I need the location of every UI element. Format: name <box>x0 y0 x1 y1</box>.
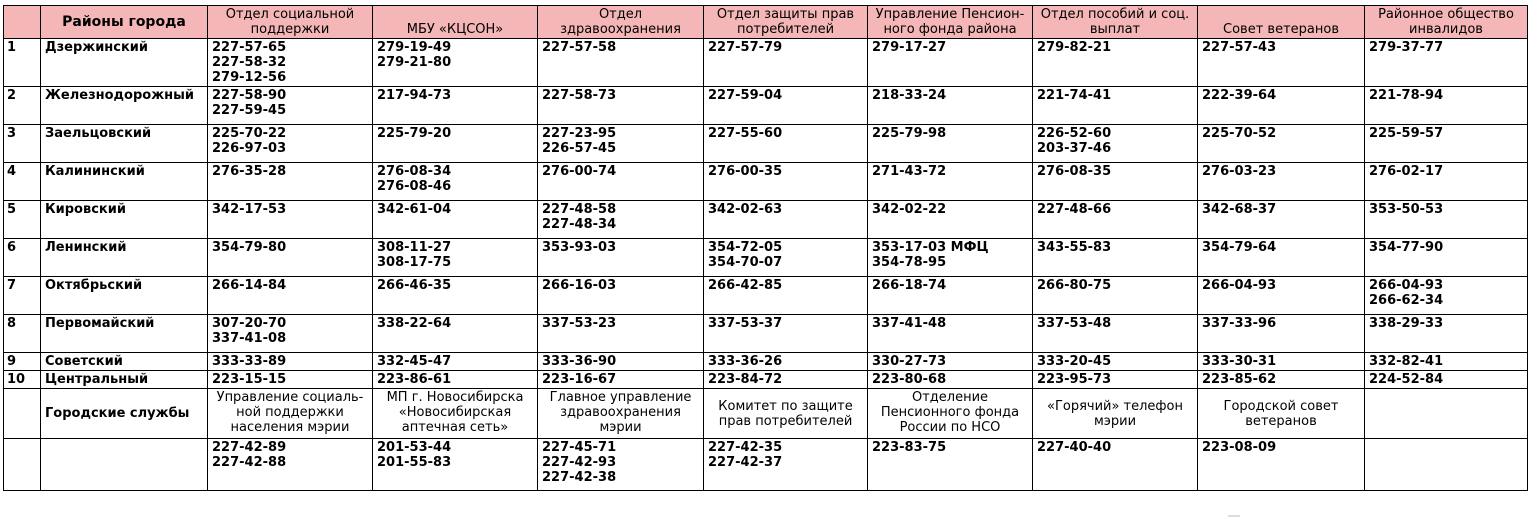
city-service-phone-cell <box>1365 439 1528 491</box>
phone-cell <box>704 277 868 315</box>
district-name: Центральный <box>41 371 208 389</box>
phone-cell <box>1365 277 1528 315</box>
phone-number: 330-27-73 <box>872 354 947 369</box>
phone-number: 203-37-46 <box>1037 141 1112 156</box>
phone-number: 266-62-34 <box>1369 293 1444 308</box>
phone-number: 342-02-63 <box>708 202 783 217</box>
phone-cell <box>1365 201 1528 239</box>
phone-number: 227-59-45 <box>212 103 287 118</box>
phone-number: 227-59-04 <box>708 88 783 103</box>
district-name: Ленинский <box>41 239 208 277</box>
phone-cell <box>373 371 538 389</box>
phone-cell <box>208 163 373 201</box>
phone-number: 353-50-53 <box>1369 202 1444 217</box>
column-header-social-support: Отдел социальной поддержки <box>208 6 373 39</box>
phone-cell <box>868 315 1033 353</box>
phone-number: 227-23-95 <box>542 126 617 141</box>
phone-cell <box>1198 315 1365 353</box>
phone-number: 354-79-80 <box>212 240 287 255</box>
phone-cell <box>1365 87 1528 125</box>
phone-number: 227-40-40 <box>1037 440 1112 455</box>
phone-cell <box>1198 125 1365 163</box>
phone-number: 221-78-94 <box>1369 88 1444 103</box>
district-number: 6 <box>4 239 41 277</box>
phone-cell <box>1198 87 1365 125</box>
phone-number: 276-03-23 <box>1202 164 1277 179</box>
column-header-veterans: Совет ветеранов <box>1198 6 1365 39</box>
phone-cell <box>704 353 868 371</box>
phone-number: 308-11-27 <box>377 240 452 255</box>
phone-cell <box>1033 125 1198 163</box>
phone-cell <box>373 239 538 277</box>
district-number: 1 <box>4 39 41 87</box>
phone-directory-table <box>3 5 1528 491</box>
phone-number: 227-45-71 <box>542 440 617 455</box>
district-number: 3 <box>4 125 41 163</box>
district-row <box>4 277 1528 315</box>
phone-number: 333-30-31 <box>1202 354 1277 369</box>
district-number: 2 <box>4 87 41 125</box>
phone-number: 337-53-23 <box>542 316 617 331</box>
phone-cell <box>1198 163 1365 201</box>
phone-number: 227-57-65 <box>212 40 287 55</box>
phone-cell <box>1033 315 1198 353</box>
phone-cell <box>704 87 868 125</box>
phone-cell <box>704 39 868 87</box>
phone-number: 266-16-03 <box>542 278 617 293</box>
phone-cell <box>868 163 1033 201</box>
phone-number: 354-77-90 <box>1369 240 1444 255</box>
phone-number: 224-52-84 <box>1369 372 1444 387</box>
phone-number: 266-14-84 <box>212 278 287 293</box>
district-number: 7 <box>4 277 41 315</box>
phone-cell <box>704 371 868 389</box>
phone-number: 276-02-17 <box>1369 164 1444 179</box>
phone-number: 337-53-48 <box>1037 316 1112 331</box>
phone-number: 218-33-24 <box>872 88 947 103</box>
phone-cell <box>208 39 373 87</box>
phone-cell <box>1198 239 1365 277</box>
phone-number: 354-70-07 <box>708 255 783 270</box>
phone-cell <box>538 39 704 87</box>
phone-cell <box>373 201 538 239</box>
phone-number: 223-86-61 <box>377 372 452 387</box>
phone-cell <box>868 201 1033 239</box>
district-row <box>4 87 1528 125</box>
phone-number: 279-12-56 <box>212 70 287 85</box>
phone-number: 353-17-03 МФЦ <box>872 240 989 255</box>
phone-number: 276-00-74 <box>542 164 617 179</box>
phone-number: 279-19-49 <box>377 40 452 55</box>
phone-number: 276-35-28 <box>212 164 287 179</box>
phone-number: 337-41-08 <box>212 331 287 346</box>
phone-number: 279-21-80 <box>377 55 452 70</box>
phone-cell <box>868 277 1033 315</box>
district-name: Железнодорожный <box>41 87 208 125</box>
district-row <box>4 239 1528 277</box>
city-service-phone-cell <box>538 439 704 491</box>
phone-cell <box>1033 239 1198 277</box>
phone-number: 225-79-20 <box>377 126 452 141</box>
phone-number: 227-58-90 <box>212 88 287 103</box>
phone-cell <box>208 87 373 125</box>
district-number: 5 <box>4 201 41 239</box>
phone-cell <box>208 277 373 315</box>
phone-cell <box>538 125 704 163</box>
phone-number: 225-70-52 <box>1202 126 1277 141</box>
phone-cell <box>868 87 1033 125</box>
phone-number: 354-78-95 <box>872 255 947 270</box>
phone-number: 333-20-45 <box>1037 354 1112 369</box>
phone-number: 266-80-75 <box>1037 278 1112 293</box>
phone-number: 333-33-89 <box>212 354 287 369</box>
phone-cell <box>868 353 1033 371</box>
district-name: Советский <box>41 353 208 371</box>
phone-number: 223-08-09 <box>1202 440 1277 455</box>
phone-number: 342-68-37 <box>1202 202 1277 217</box>
phone-number: 221-74-41 <box>1037 88 1112 103</box>
phone-number: 266-18-74 <box>872 278 947 293</box>
district-rows <box>4 39 1528 389</box>
phone-number: 227-58-73 <box>542 88 617 103</box>
phone-cell <box>704 315 868 353</box>
phone-number: 225-59-57 <box>1369 126 1444 141</box>
phone-number: 266-04-93 <box>1369 278 1444 293</box>
district-name: Кировский <box>41 201 208 239</box>
phone-number: 337-41-48 <box>872 316 947 331</box>
phone-cell <box>1365 39 1528 87</box>
phone-number: 227-42-35 <box>708 440 783 455</box>
phone-cell <box>1198 277 1365 315</box>
phone-number: 338-22-64 <box>377 316 452 331</box>
phone-number: 276-08-46 <box>377 179 452 194</box>
district-row <box>4 39 1528 87</box>
district-name: Первомайский <box>41 315 208 353</box>
phone-number: 227-48-34 <box>542 217 617 232</box>
city-service-phone-cell <box>1198 439 1365 491</box>
city-service-name: МП г. Новосибирска «Новосибирская аптечная сеть» <box>373 389 538 439</box>
phone-number: 266-04-93 <box>1202 278 1277 293</box>
phone-cell <box>373 277 538 315</box>
phone-cell <box>1033 353 1198 371</box>
phone-cell <box>373 353 538 371</box>
district-row <box>4 201 1528 239</box>
header-row <box>4 6 1528 39</box>
empty-cell <box>4 439 41 491</box>
phone-number: 342-61-04 <box>377 202 452 217</box>
phone-number: 227-55-60 <box>708 126 783 141</box>
phone-cell <box>1033 201 1198 239</box>
column-header-consumer-rights: Отдел защиты прав потребителей <box>704 6 868 39</box>
phone-cell <box>538 239 704 277</box>
phone-cell <box>1198 201 1365 239</box>
phone-cell <box>868 39 1033 87</box>
phone-cell <box>208 239 373 277</box>
phone-cell <box>704 201 868 239</box>
phone-cell <box>538 353 704 371</box>
phone-number: 225-70-22 <box>212 126 287 141</box>
phone-cell <box>1198 353 1365 371</box>
phone-number: 342-02-22 <box>872 202 947 217</box>
phone-number: 332-45-47 <box>377 354 452 369</box>
phone-cell <box>704 125 868 163</box>
phone-number: 223-16-67 <box>542 372 617 387</box>
phone-number: 227-57-58 <box>542 40 617 55</box>
phone-number: 337-33-96 <box>1202 316 1277 331</box>
phone-cell <box>538 87 704 125</box>
city-services-num-cell <box>4 389 41 439</box>
phone-cell <box>1033 39 1198 87</box>
city-service-name: Городской совет ветеранов <box>1198 389 1365 439</box>
phone-cell <box>538 371 704 389</box>
phone-number: 225-79-98 <box>872 126 947 141</box>
phone-number: 342-17-53 <box>212 202 287 217</box>
phone-number: 227-48-66 <box>1037 202 1112 217</box>
phone-number: 227-42-93 <box>542 455 617 470</box>
phone-cell <box>208 315 373 353</box>
phone-number: 226-52-60 <box>1037 126 1112 141</box>
district-number: 9 <box>4 353 41 371</box>
phone-cell <box>1033 87 1198 125</box>
phone-cell <box>704 163 868 201</box>
column-header-benefits: Отдел пособий и соц. выплат <box>1033 6 1198 39</box>
city-service-phone-cell <box>373 439 538 491</box>
phone-cell <box>373 125 538 163</box>
phone-cell <box>1033 163 1198 201</box>
phone-number: 276-08-34 <box>377 164 452 179</box>
phone-number: 333-36-26 <box>708 354 783 369</box>
district-number: 8 <box>4 315 41 353</box>
city-service-phone-cell <box>208 439 373 491</box>
district-row <box>4 315 1528 353</box>
city-service-name: Отделение Пенсионного фонда России по НСО <box>868 389 1033 439</box>
city-services-section <box>4 389 1528 491</box>
city-services-names-row <box>4 389 1528 439</box>
phone-number: 227-58-32 <box>212 55 287 70</box>
phone-cell <box>373 315 538 353</box>
district-name: Калининский <box>41 163 208 201</box>
phone-number: 279-82-21 <box>1037 40 1112 55</box>
phone-number: 201-53-44 <box>377 440 452 455</box>
scan-artifact <box>1228 515 1240 517</box>
phone-number: 217-94-73 <box>377 88 452 103</box>
phone-number: 353-93-03 <box>542 240 617 255</box>
phone-number: 337-53-37 <box>708 316 783 331</box>
phone-cell <box>1198 39 1365 87</box>
district-row <box>4 125 1528 163</box>
header-corner-cell <box>4 6 41 39</box>
district-name: Заельцовский <box>41 125 208 163</box>
phone-number: 354-72-05 <box>708 240 783 255</box>
phone-number: 222-39-64 <box>1202 88 1277 103</box>
phone-cell <box>868 371 1033 389</box>
phone-number: 276-08-35 <box>1037 164 1112 179</box>
column-header-pension-fund: Управление Пенсион-ного фонда района <box>868 6 1033 39</box>
city-service-name <box>1365 389 1528 439</box>
phone-number: 227-42-38 <box>542 470 617 485</box>
phone-cell <box>373 39 538 87</box>
phone-cell <box>1365 315 1528 353</box>
phone-cell <box>208 371 373 389</box>
district-name: Дзержинский <box>41 39 208 87</box>
phone-cell <box>538 163 704 201</box>
phone-cell <box>1365 125 1528 163</box>
phone-number: 227-42-88 <box>212 455 287 470</box>
city-service-name: Комитет по защите прав потребителей <box>704 389 868 439</box>
column-header-kcson: МБУ «КЦСОН» <box>373 6 538 39</box>
district-number: 4 <box>4 163 41 201</box>
phone-cell <box>1198 371 1365 389</box>
phone-cell <box>373 87 538 125</box>
phone-number: 279-37-77 <box>1369 40 1444 55</box>
phone-number: 343-55-83 <box>1037 240 1112 255</box>
district-row <box>4 163 1528 201</box>
city-services-phones-row <box>4 439 1528 491</box>
phone-number: 308-17-75 <box>377 255 452 270</box>
phone-cell <box>1365 353 1528 371</box>
phone-number: 223-84-72 <box>708 372 783 387</box>
phone-cell <box>704 239 868 277</box>
phone-cell <box>373 163 538 201</box>
district-number: 10 <box>4 371 41 389</box>
city-service-phone-cell <box>868 439 1033 491</box>
empty-cell <box>41 439 208 491</box>
district-row <box>4 371 1528 389</box>
phone-number: 223-85-62 <box>1202 372 1277 387</box>
phone-number: 338-29-33 <box>1369 316 1444 331</box>
city-service-name: «Горячий» телефон мэрии <box>1033 389 1198 439</box>
phone-cell <box>208 353 373 371</box>
phone-number: 226-57-45 <box>542 141 617 156</box>
city-service-name: Главное управление здравоохранения мэрии <box>538 389 704 439</box>
phone-number: 354-79-64 <box>1202 240 1277 255</box>
phone-number: 227-42-89 <box>212 440 287 455</box>
phone-cell <box>868 239 1033 277</box>
phone-number: 332-82-41 <box>1369 354 1444 369</box>
phone-cell <box>208 125 373 163</box>
phone-number: 307-20-70 <box>212 316 287 331</box>
city-service-phone-cell <box>704 439 868 491</box>
phone-number: 223-83-75 <box>872 440 947 455</box>
phone-number: 271-43-72 <box>872 164 947 179</box>
phone-number: 279-17-27 <box>872 40 947 55</box>
districts-header: Районы города <box>41 6 208 39</box>
phone-cell <box>1365 371 1528 389</box>
phone-number: 227-42-37 <box>708 455 783 470</box>
phone-cell <box>538 277 704 315</box>
phone-cell <box>868 125 1033 163</box>
phone-number: 223-15-15 <box>212 372 287 387</box>
district-row <box>4 353 1528 371</box>
phone-number: 227-57-43 <box>1202 40 1277 55</box>
phone-number: 227-57-79 <box>708 40 783 55</box>
city-service-name: Управление социаль-ной поддержки населения мэрии <box>208 389 373 439</box>
phone-cell <box>1365 163 1528 201</box>
phone-cell <box>1033 371 1198 389</box>
phone-number: 266-46-35 <box>377 278 452 293</box>
district-name: Октябрьский <box>41 277 208 315</box>
city-services-title: Городские службы <box>41 389 208 439</box>
phone-number: 333-36-90 <box>542 354 617 369</box>
column-header-disabled-society: Районное общество инвалидов <box>1365 6 1528 39</box>
phone-number: 227-48-58 <box>542 202 617 217</box>
phone-number: 223-80-68 <box>872 372 947 387</box>
phone-cell <box>1365 239 1528 277</box>
column-header-health: Отдел здравоохранения <box>538 6 704 39</box>
phone-number: 266-42-85 <box>708 278 783 293</box>
phone-number: 226-97-03 <box>212 141 287 156</box>
phone-cell <box>538 201 704 239</box>
city-service-phone-cell <box>1033 439 1198 491</box>
phone-number: 223-95-73 <box>1037 372 1112 387</box>
phone-cell <box>208 201 373 239</box>
phone-number: 201-55-83 <box>377 455 452 470</box>
phone-cell <box>538 315 704 353</box>
phone-number: 276-00-35 <box>708 164 783 179</box>
phone-cell <box>1033 277 1198 315</box>
